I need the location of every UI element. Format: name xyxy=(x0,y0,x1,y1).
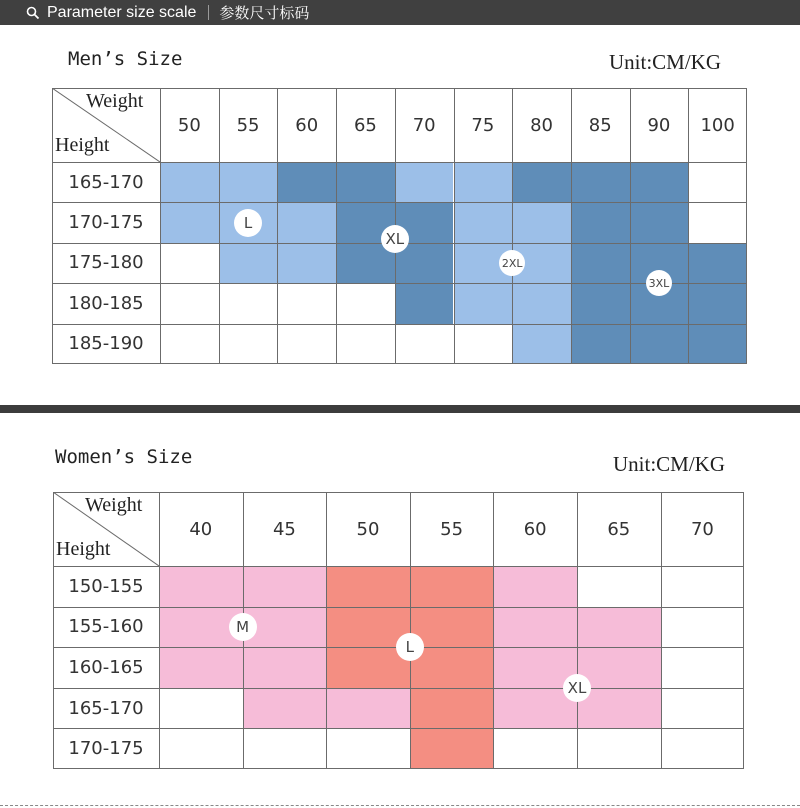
weight-header: 55 xyxy=(236,114,260,136)
section-divider xyxy=(0,405,800,413)
size-cell xyxy=(410,728,494,769)
size-cell xyxy=(688,202,747,242)
size-cell xyxy=(410,566,494,607)
size-badge: XL xyxy=(563,674,591,702)
women-size-title: Women’s Size xyxy=(55,446,193,468)
weight-header: 55 xyxy=(440,518,464,540)
size-cell xyxy=(243,647,327,688)
size-cell xyxy=(159,688,243,729)
size-cell xyxy=(630,324,689,364)
size-cell xyxy=(395,283,454,323)
women-unit-label: Unit:CM/KG xyxy=(613,452,726,476)
size-cell xyxy=(277,202,336,242)
men-unit-label: Unit:CM/KG xyxy=(609,50,722,74)
weight-header: 40 xyxy=(189,518,213,540)
size-cell xyxy=(336,162,395,202)
height-row-header: 185-190 xyxy=(68,333,144,355)
height-row-header: 155-160 xyxy=(68,616,144,638)
men-size-table xyxy=(52,88,747,364)
size-badge: L xyxy=(234,209,262,237)
size-cell xyxy=(630,162,689,202)
height-row-header: 160-165 xyxy=(68,656,144,678)
size-badge: L xyxy=(396,633,424,661)
size-cell xyxy=(243,728,327,769)
header-subtitle: 参数尺寸标码 xyxy=(219,4,310,22)
size-cell xyxy=(277,283,336,323)
height-row-header: 180-185 xyxy=(68,292,144,314)
size-cell xyxy=(243,566,327,607)
size-cell xyxy=(326,728,410,769)
weight-header: 75 xyxy=(471,114,495,136)
weight-header: 70 xyxy=(412,114,436,136)
size-cell xyxy=(493,566,577,607)
size-cell xyxy=(512,162,571,202)
corner-height-label: Height xyxy=(55,134,110,156)
size-cell xyxy=(493,728,577,769)
women-size-table xyxy=(53,492,744,769)
size-cell xyxy=(219,162,278,202)
weight-header: 80 xyxy=(530,114,553,136)
size-cell xyxy=(336,324,395,364)
weight-header: 50 xyxy=(356,518,380,540)
size-cell xyxy=(454,283,513,323)
size-cell xyxy=(160,283,219,323)
size-cell xyxy=(661,688,745,729)
size-cell xyxy=(571,243,630,283)
size-cell xyxy=(219,243,278,283)
size-cell xyxy=(159,728,243,769)
size-cell xyxy=(160,162,219,202)
bottom-dashed-divider xyxy=(0,805,800,806)
size-cell xyxy=(277,162,336,202)
size-cell xyxy=(630,202,689,242)
search-icon xyxy=(26,5,42,21)
size-badge: 3XL xyxy=(646,270,672,296)
weight-header: 45 xyxy=(272,518,296,540)
weight-header: 60 xyxy=(523,518,547,540)
size-cell xyxy=(577,566,661,607)
size-cell xyxy=(688,324,747,364)
header-title: Parameter size scale xyxy=(47,3,197,21)
corner-weight-label: Weight xyxy=(86,90,144,112)
height-row-header: 150-155 xyxy=(68,575,144,597)
size-cell xyxy=(454,202,513,242)
size-cell xyxy=(661,607,745,648)
size-cell xyxy=(577,728,661,769)
corner-weight-label: Weight xyxy=(85,494,143,516)
size-badge: 2XL xyxy=(499,250,525,276)
height-row-header: 170-175 xyxy=(68,212,144,234)
size-cell xyxy=(512,202,571,242)
weight-header: 65 xyxy=(353,114,377,136)
size-cell xyxy=(160,202,219,242)
size-badge: XL xyxy=(381,225,409,253)
height-row-header: 175-180 xyxy=(68,252,144,274)
size-cell xyxy=(277,243,336,283)
weight-header: 90 xyxy=(647,114,671,136)
size-cell xyxy=(512,324,571,364)
weight-header: 50 xyxy=(177,114,201,136)
men-size-title: Men’s Size xyxy=(68,48,183,70)
size-cell xyxy=(688,162,747,202)
weight-header: 70 xyxy=(690,518,714,540)
header-bar xyxy=(0,0,800,25)
size-cell xyxy=(336,283,395,323)
size-cell xyxy=(160,324,219,364)
size-cell xyxy=(326,566,410,607)
size-cell xyxy=(493,607,577,648)
size-cell xyxy=(661,728,745,769)
size-cell xyxy=(219,283,278,323)
size-cell xyxy=(688,243,747,283)
size-badge: M xyxy=(229,613,257,641)
size-cell xyxy=(159,566,243,607)
size-cell xyxy=(395,162,454,202)
size-cell xyxy=(160,243,219,283)
size-cell xyxy=(661,566,745,607)
height-row-header: 170-175 xyxy=(68,738,144,760)
size-cell xyxy=(410,688,494,729)
size-cell xyxy=(219,324,278,364)
size-cell xyxy=(571,324,630,364)
size-cell xyxy=(454,162,513,202)
size-cell xyxy=(571,162,630,202)
size-cell xyxy=(571,283,630,323)
size-cell xyxy=(159,647,243,688)
size-cell xyxy=(688,283,747,323)
weight-header: 65 xyxy=(607,518,631,540)
height-row-header: 165-170 xyxy=(68,697,144,719)
size-cell xyxy=(277,324,336,364)
size-cell xyxy=(577,607,661,648)
header-separator xyxy=(208,5,209,20)
size-cell xyxy=(454,324,513,364)
size-cell xyxy=(512,283,571,323)
size-cell xyxy=(395,324,454,364)
size-cell xyxy=(571,202,630,242)
weight-header: 85 xyxy=(588,114,612,136)
corner-height-label: Height xyxy=(56,538,111,560)
height-row-header: 165-170 xyxy=(68,171,144,193)
size-cell xyxy=(326,688,410,729)
weight-header: 100 xyxy=(700,114,735,136)
weight-header: 60 xyxy=(295,114,319,136)
size-cell xyxy=(661,647,745,688)
size-cell xyxy=(243,688,327,729)
